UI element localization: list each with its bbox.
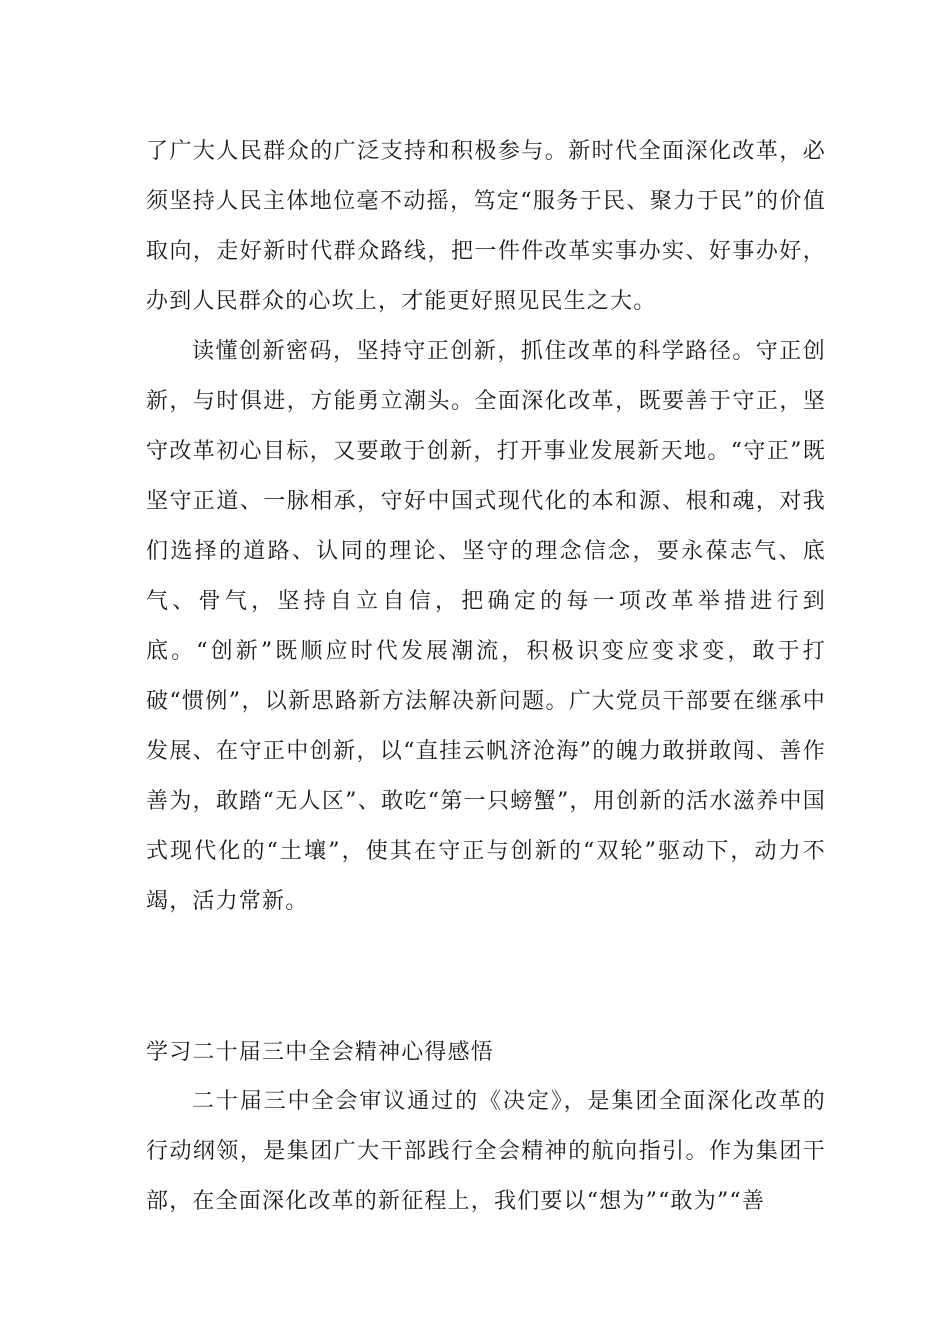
body-text-block <box>146 327 826 927</box>
paragraph-decision: 二十届三中全会审议通过的《决定》，是集团全面深化改革的行动纲领，是集团广大干部践行全会精神的航向指引。作为集团干部，在全面深化改革的新征程上，我们要以“想为”“敢为”“善 <box>146 1089 826 1214</box>
body-text-block <box>146 1077 826 1227</box>
section-title: 学习二十届三中全会精神心得感悟 <box>146 1040 495 1065</box>
paragraph-innovation: 读懂创新密码，坚持守正创新，抓住改革的科学路径。守正创新，与时俱进，方能勇立潮头。全面深化改革，既要善于守正，坚守改革初心目标，又要敢于创新，打开事业发展新天地。“守正”既坚守正道、一脉相承，守好中国式现代化的本和源、根和魂，对我们选择的道路、认同的理论、坚守的理念信念，要永葆志气、底气、骨气，坚持自立自信，把确定的每一项改革举措进行到底。“创新”既顺应时代发展潮流，积极识变应变求变，敢于打破“惯例”，以新思路新方法解决新问题。广大党员干部要在继承中发展、在守正中创新，以“直挂云帆济沧海”的魄力敢拼敢闯、善作善为，敢踏“无人区”、敢吃“第一只螃蟹”，用创新的活水滋养中国式现代化的“土壤”，使其在守正与创新的“双轮”驱动下，动力不竭，活力常新。 <box>146 339 826 914</box>
body-text-block <box>146 127 826 327</box>
paragraph-continued: 了广大人民群众的广泛支持和积极参与。新时代全面深化改革，必须坚持人民主体地位毫不动摇，笃定“服务于民、聚力于民”的价值取向，走好新时代群众路线，把一件件改革实事办实、好事办好，办到人民群众的心坎上，才能更好照见民生之大。 <box>146 139 826 314</box>
